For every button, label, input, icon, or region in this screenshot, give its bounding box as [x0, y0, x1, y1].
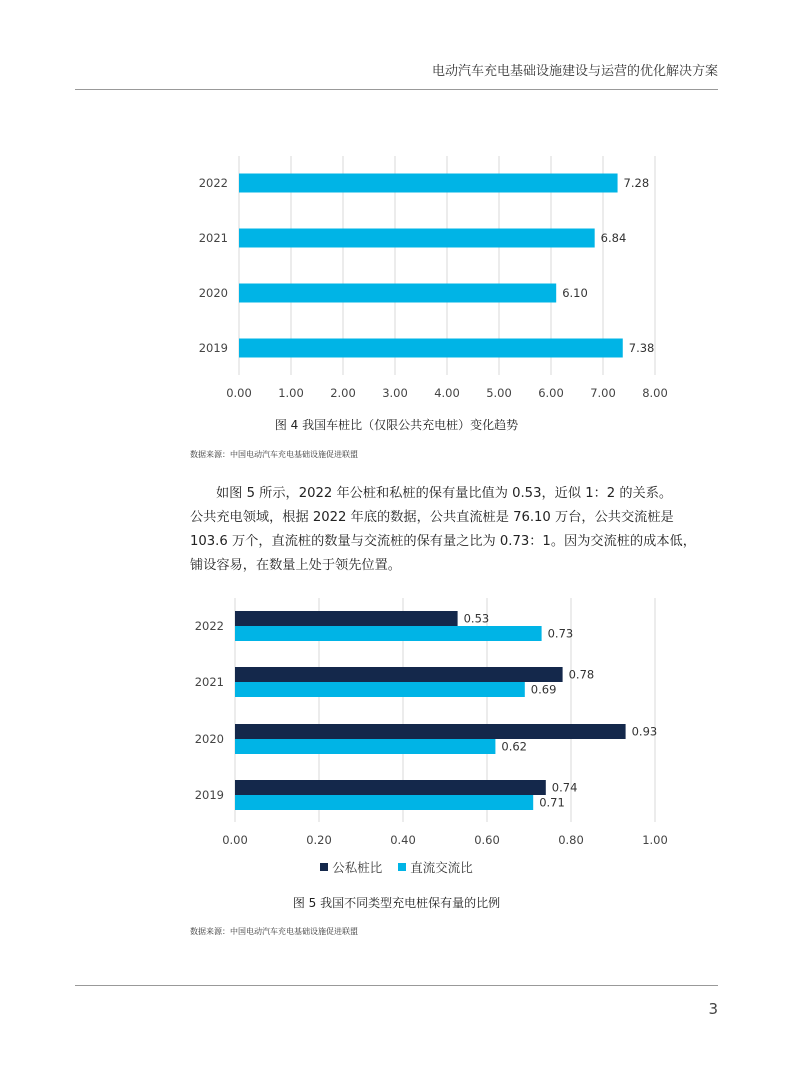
bar-value-label: 6.84 [600, 231, 627, 245]
y-category-label: 2019 [194, 788, 224, 802]
x-tick-label: 0.00 [226, 386, 252, 400]
x-tick-label: 1.00 [642, 833, 668, 847]
legend-item-dc-ac [398, 858, 473, 876]
y-category-label: 2022 [194, 619, 224, 633]
legend-label: 直流交流比 [410, 860, 473, 875]
y-category-label: 2022 [198, 176, 228, 190]
x-tick-label: 0.40 [390, 833, 416, 847]
legend-item-public-private [320, 858, 382, 876]
paragraph-line: 103.6 万个，直流桩的数量与交流桩的保有量之比为 0.73：1。因为交流桩的成本低， [190, 534, 696, 549]
y-category-label: 2019 [198, 341, 228, 355]
x-tick-label: 1.00 [278, 386, 304, 400]
bar [235, 724, 626, 739]
legend-label: 公私桩比 [332, 860, 383, 875]
x-tick-label: 0.60 [474, 833, 500, 847]
bar [235, 795, 533, 810]
figure5-source: 数据来源：中国电动汽车充电基础设施促进联盟 [190, 927, 358, 936]
bar [235, 682, 525, 697]
chart-legend [0, 858, 793, 876]
paragraph-line: 如图 5 所示，2022 年公桩和私桩的保有量比值为 0.53，近似 1：2 的关系。 [216, 486, 673, 501]
bar [235, 780, 546, 795]
bar-value-label: 0.71 [539, 795, 565, 810]
x-tick-label: 0.00 [222, 833, 248, 847]
footer-rule [75, 985, 718, 986]
figure5-caption: 图 5 我国不同类型充电桩保有量的比例 [292, 896, 501, 910]
figure4-source: 数据来源：中国电动汽车充电基础设施促进联盟 [190, 450, 358, 459]
page-number: 3 [708, 1000, 718, 1018]
bar-value-label: 0.73 [547, 626, 574, 641]
bar-value-label: 0.78 [568, 667, 595, 682]
y-category-label: 2020 [198, 286, 228, 300]
bar-value-label: 7.28 [623, 176, 650, 190]
x-tick-label: 0.80 [558, 833, 584, 847]
x-tick-label: 0.20 [306, 833, 332, 847]
legend-swatch-cyan [398, 863, 406, 871]
legend-swatch-navy [320, 863, 328, 871]
bar-value-label: 6.10 [562, 286, 588, 300]
x-tick-label: 6.00 [538, 386, 564, 400]
paragraph-line: 公共充电领域，根据 2022 年底的数据，公共直流桩是 76.10 万台，公共交流桩是 [190, 510, 674, 525]
running-header: 电动汽车充电基础设施建设与运营的优化解决方案 [431, 64, 718, 79]
bar [235, 626, 542, 641]
bar-value-label: 0.62 [501, 739, 528, 754]
bar-value-label: 0.74 [551, 780, 578, 795]
bar-value-label: 0.69 [530, 682, 557, 697]
bar-value-label: 7.38 [628, 341, 655, 355]
paragraph-line: 铺设容易，在数量上处于领先位置。 [190, 558, 401, 573]
y-category-label: 2021 [198, 231, 228, 245]
x-tick-label: 5.00 [486, 386, 512, 400]
bar [235, 611, 458, 626]
y-category-label: 2021 [194, 675, 224, 689]
x-tick-label: 8.00 [642, 386, 668, 400]
x-tick-label: 2.00 [330, 386, 356, 400]
x-tick-label: 7.00 [590, 386, 616, 400]
figure4-caption: 图 4 我国车桩比（仅限公共充电桩）变化趋势 [274, 418, 519, 432]
x-tick-label: 3.00 [382, 386, 408, 400]
bar-value-label: 0.93 [631, 724, 658, 739]
bar [235, 739, 495, 754]
bar [235, 667, 563, 682]
x-tick-label: 4.00 [434, 386, 460, 400]
bar-value-label: 0.53 [463, 611, 490, 626]
y-category-label: 2020 [194, 732, 224, 746]
